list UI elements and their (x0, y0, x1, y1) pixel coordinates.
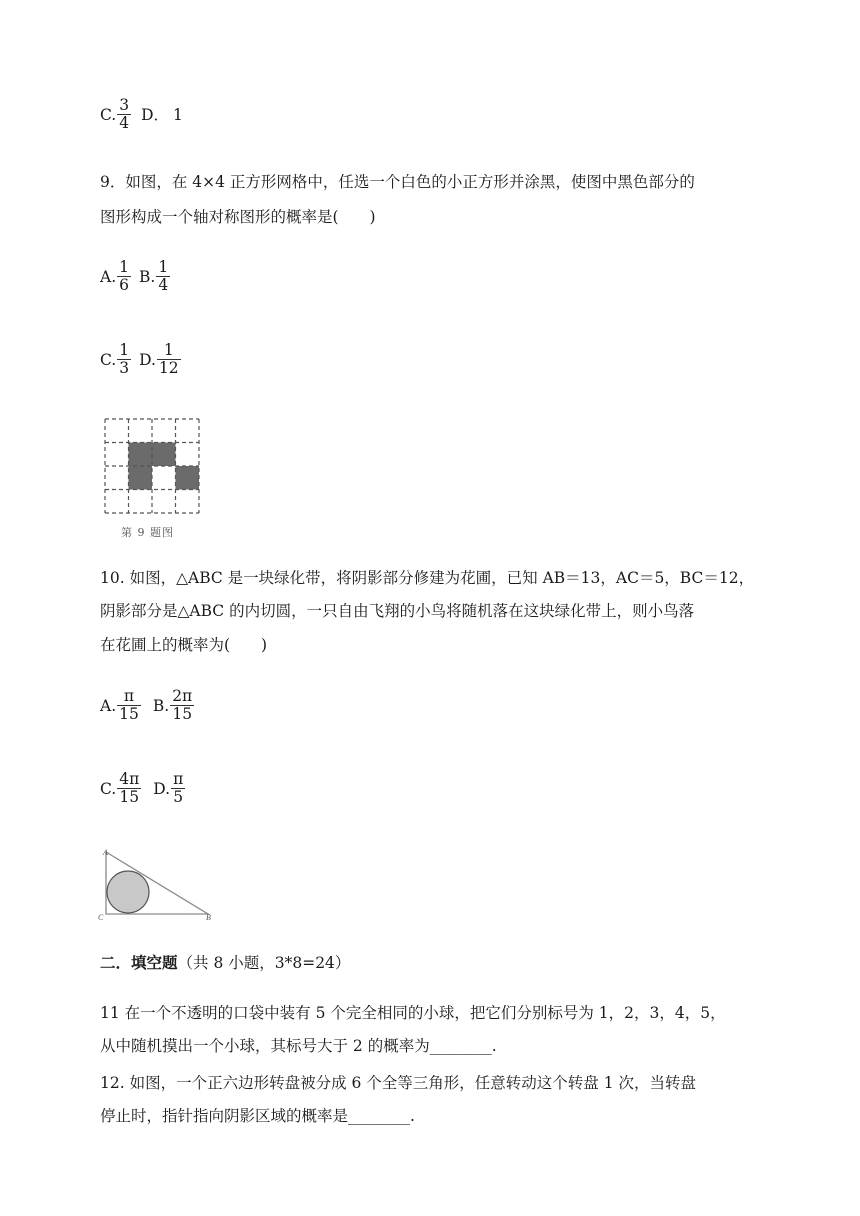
q11-text-line2: 从中随机摸出一个小球，其标号大于 2 的概率为________. (100, 1037, 497, 1055)
fraction (117, 342, 131, 377)
q9-text-line1: 9．如图，在 4×4 正方形网格中，任选一个白色的小正方形并涂黑，使图中黑色部分的 (100, 173, 695, 191)
denominator: 15 (172, 705, 193, 723)
denominator: 5 (173, 788, 184, 806)
q8-option-d (141, 105, 183, 125)
denominator: 4 (158, 276, 169, 294)
numerator: 4π (119, 770, 140, 788)
vertex-label-a: A (103, 848, 108, 857)
numerator: 1 (119, 341, 130, 359)
q10-text-line2: 阴影部分是△ABC 的内切圆，一只自由飞翔的小鸟将随机落在这块绿化带上，则小鸟落 (100, 602, 695, 620)
q9-option-a (100, 259, 131, 294)
q10-option-d (153, 771, 185, 806)
denominator: 12 (158, 359, 179, 377)
option-letter: C. (100, 350, 117, 369)
q9-grid-figure (104, 418, 200, 514)
q10-text-line1: 10. 如图，△ABC 是一块绿化带，将阴影部分修建为花圃，已知 AB＝13，AC＝5，BC＝12， (100, 569, 755, 587)
option-letter: B. (152, 696, 170, 715)
fraction (171, 771, 185, 806)
q10-option-c (100, 771, 141, 806)
fraction (117, 688, 141, 723)
numerator: 1 (163, 341, 174, 359)
numerator: π (123, 687, 135, 705)
incircle (107, 871, 149, 913)
q9-option-c (100, 342, 131, 377)
fraction (157, 342, 181, 377)
q8-options-row (100, 97, 183, 132)
q9-options-row1 (100, 259, 170, 294)
q10-text-line3: 在花圃上的概率为( ) (100, 636, 268, 654)
option-letter: D． (141, 105, 170, 124)
q10-triangle-figure (96, 844, 216, 924)
q8-option-c (100, 97, 131, 132)
option-letter: D. (139, 350, 156, 369)
denominator: 6 (119, 276, 129, 294)
numerator: 3 (119, 96, 130, 114)
shaded-cell (129, 443, 153, 467)
shaded-cell (176, 466, 200, 490)
fraction (117, 771, 141, 806)
fraction (170, 688, 194, 723)
option-value: 1 (173, 105, 183, 124)
q10-options-row2 (100, 771, 185, 806)
section-note: （共 8 小题，3*8=24） (177, 954, 351, 972)
q12-text-line2: 停止时，指针指向阴影区域的概率是________. (100, 1107, 415, 1125)
shaded-cell (152, 443, 176, 467)
option-letter: C. (100, 779, 117, 798)
denominator: 4 (119, 114, 130, 132)
vertex-label-c: C (98, 913, 104, 922)
fraction (117, 259, 131, 294)
denominator: 3 (119, 359, 130, 377)
fraction (117, 97, 131, 132)
q9-option-b (139, 259, 170, 294)
q9-text-line2: 图形构成一个轴对称图形的概率是( ) (100, 208, 376, 226)
fraction (156, 259, 170, 294)
numerator: π (173, 770, 184, 788)
section-title: 二．填空题 (100, 953, 178, 972)
option-letter: C. (100, 105, 117, 124)
numerator: 2π (172, 687, 193, 705)
numerator: 1 (119, 258, 129, 276)
denominator: 15 (119, 705, 139, 723)
q9-option-d (139, 342, 181, 377)
option-letter: A. (100, 267, 117, 286)
q10-option-a (100, 688, 141, 723)
q10-options-row1 (100, 688, 194, 723)
numerator: 1 (158, 258, 169, 276)
shaded-cell (129, 466, 153, 490)
vertex-label-b: B (206, 913, 211, 922)
q10-option-b (153, 688, 194, 723)
q9-figure-caption: 第 9 题图 (121, 526, 174, 539)
q11-text-line1: 11 在一个不透明的口袋中装有 5 个完全相同的小球，把它们分别标号为 1，2，3，4，5， (100, 1004, 726, 1022)
section-heading (100, 953, 350, 973)
option-letter: D. (153, 779, 171, 798)
denominator: 15 (119, 788, 140, 806)
q12-text-line1: 12. 如图，一个正六边形转盘被分成 6 个全等三角形，任意转动这个转盘 1 次，当转盘 (100, 1074, 697, 1092)
q9-options-row2 (100, 342, 181, 377)
option-letter: A. (100, 696, 117, 715)
option-letter: B. (139, 267, 156, 286)
